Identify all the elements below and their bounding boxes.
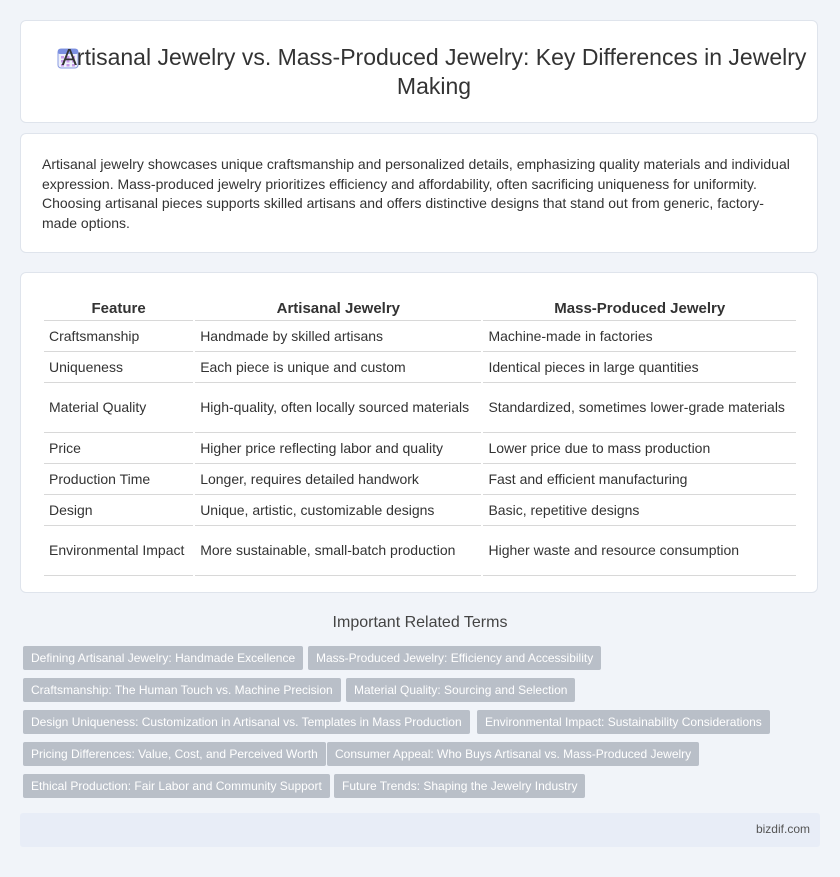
column-header-mass-produced: Mass-Produced Jewelry — [483, 295, 796, 321]
table-row — [44, 352, 796, 383]
comparison-table — [42, 295, 798, 576]
table-row — [44, 321, 796, 352]
artisanal-cell: Each piece is unique and custom — [195, 352, 481, 383]
artisanal-cell: Handmade by skilled artisans — [195, 321, 481, 352]
mass-produced-cell: Standardized, sometimes lower-grade materials — [483, 383, 796, 433]
related-tag[interactable]: Ethical Production: Fair Labor and Community Support — [23, 774, 330, 798]
related-terms-heading: Important Related Terms — [332, 614, 508, 631]
feature-cell: Uniqueness — [44, 352, 193, 383]
mass-produced-cell: Higher waste and resource consumption — [483, 526, 796, 576]
related-tag[interactable]: Consumer Appeal: Who Buys Artisanal vs. Mass-Produced Jewelry — [327, 742, 699, 766]
feature-cell: Material Quality — [44, 383, 193, 433]
artisanal-cell: Longer, requires detailed handwork — [195, 464, 481, 495]
table-row — [44, 464, 796, 495]
artisanal-cell: Higher price reflecting labor and quality — [195, 433, 481, 464]
mass-produced-cell: Fast and efficient manufacturing — [483, 464, 796, 495]
feature-cell: Craftsmanship — [44, 321, 193, 352]
page-title: Artisanal Jewelry vs. Mass-Produced Jewelry: Key Differences in Jewelry Making — [61, 44, 807, 99]
related-tag[interactable]: Design Uniqueness: Customization in Artisanal vs. Templates in Mass Production — [23, 710, 470, 734]
table-row — [44, 433, 796, 464]
artisanal-cell: Unique, artistic, customizable designs — [195, 495, 481, 526]
related-tag[interactable]: Future Trends: Shaping the Jewelry Industry — [334, 774, 585, 798]
related-tag[interactable]: Pricing Differences: Value, Cost, and Perceived Worth — [23, 742, 326, 766]
feature-cell: Environmental Impact — [44, 526, 193, 576]
mass-produced-cell: Identical pieces in large quantities — [483, 352, 796, 383]
artisanal-cell: More sustainable, small-batch production — [195, 526, 481, 576]
column-header-artisanal: Artisanal Jewelry — [195, 295, 481, 321]
feature-cell: Design — [44, 495, 193, 526]
related-tag[interactable]: Defining Artisanal Jewelry: Handmade Excellence — [23, 646, 303, 670]
comparison-table-card — [20, 272, 818, 593]
summary-text: Artisanal jewelry showcases unique craftsmanship and personalized details, emphasizing quality materials and individual expression. Mass-produced jewelry prioritizes efficiency and affordability, often sacrificing uniqueness for uniformity. Choosing artisanal pieces supports skilled artisans and offers distinctive designs that stand out from generic, factory-made options. — [42, 156, 790, 231]
artisanal-cell: High-quality, often locally sourced materials — [195, 383, 481, 433]
feature-cell: Price — [44, 433, 193, 464]
related-tag[interactable]: Material Quality: Sourcing and Selection — [346, 678, 575, 702]
header-card — [20, 20, 818, 123]
mass-produced-cell: Basic, repetitive designs — [483, 495, 796, 526]
related-tag[interactable]: Mass-Produced Jewelry: Efficiency and Accessibility — [308, 646, 601, 670]
table-header-row — [44, 295, 796, 321]
related-tag[interactable]: Environmental Impact: Sustainability Considerations — [477, 710, 770, 734]
mass-produced-cell: Machine-made in factories — [483, 321, 796, 352]
column-header-feature: Feature — [44, 295, 193, 321]
mass-produced-cell: Lower price due to mass production — [483, 433, 796, 464]
table-row — [44, 526, 796, 576]
feature-cell: Production Time — [44, 464, 193, 495]
summary-card — [20, 133, 818, 253]
footer — [20, 813, 820, 847]
table-row — [44, 383, 796, 433]
table-row — [44, 495, 796, 526]
related-tag[interactable]: Craftsmanship: The Human Touch vs. Machine Precision — [23, 678, 341, 702]
footer-site-link[interactable]: bizdif.com — [755, 822, 810, 836]
